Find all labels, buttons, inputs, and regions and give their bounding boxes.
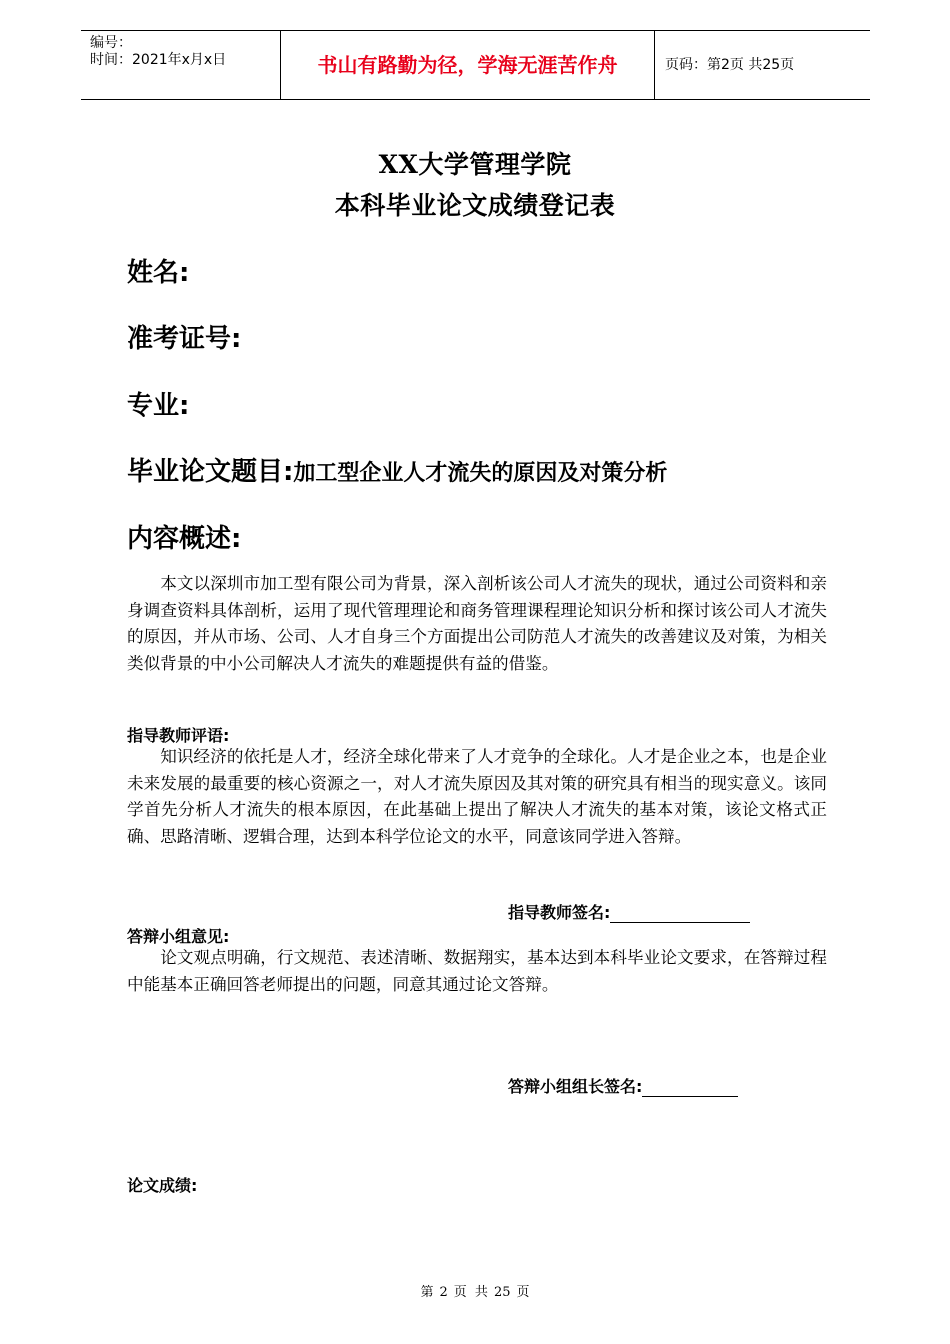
advisor-signature-blank (610, 905, 750, 923)
advisor-comment-label: 指导教师评语: (127, 726, 230, 745)
document-date: 时间：2021年x月x日 (90, 52, 227, 68)
exam-id-field-label: 准考证号: (127, 324, 242, 354)
header-table (81, 30, 870, 100)
summary-paragraph: 本文以深圳市加工型有限公司为背景，深入剖析该公司人才流失的现状，通过公司资料和亲身调查资料具体剖析，运用了现代管理理论和商务管理课程理论知识分析和探讨该公司人才流失的原因，并从市场、公司、人才自身三个方面提出公司防范人才流失的改善建议及对策，为相关类似背景的中小公司解决人才流失的难题提供有益的借鉴。 (127, 574, 827, 673)
footer-page-total: 25 (493, 1285, 511, 1300)
defense-opinion-label: 答辩小组意见: (127, 927, 230, 946)
name-field-label: 姓名: (127, 258, 190, 288)
thesis-title: 加工型企业人才流失的原因及对策分析 (293, 460, 668, 486)
advisor-signature (508, 900, 750, 923)
summary-field-label: 内容概述: (127, 524, 242, 554)
leader-signature (508, 1074, 738, 1097)
leader-signature-label: 答辩小组组长签名: (508, 1077, 643, 1096)
grade-label: 论文成绩: (127, 1176, 198, 1195)
page-footer (0, 1281, 950, 1300)
footer-page-middle: 页 共 (453, 1285, 488, 1300)
header-meta-cell (81, 31, 281, 99)
defense-opinion-paragraph: 论文观点明确，行文规范、表述清晰、数据翔实，基本达到本科毕业论文要求，在答辩过程中能基本正确回答老师提出的问题，同意其通过论文答辩。 (127, 948, 827, 994)
document-title-line2: 本科毕业论文成绩登记表 (334, 191, 616, 220)
footer-page-suffix: 页 (516, 1285, 530, 1300)
major-field-label: 专业: (127, 391, 190, 421)
footer-page-current: 2 (439, 1285, 448, 1300)
thesis-field (127, 451, 667, 488)
thesis-field-label: 毕业论文题目: (127, 457, 294, 487)
footer-page-prefix: 第 (420, 1285, 434, 1300)
document-title-line1: XX大学管理学院 (378, 150, 572, 179)
header-page-info: 页码：第2页 共25页 (665, 57, 795, 73)
leader-signature-blank (642, 1079, 738, 1097)
document-number-label: 编号： (90, 35, 132, 51)
advisor-signature-label: 指导教师签名: (508, 903, 611, 922)
advisor-comment-paragraph: 知识经济的依托是人才，经济全球化带来了人才竞争的全球化。人才是企业之本，也是企业未来发展的最重要的核心资源之一，对人才流失原因及其对策的研究具有相当的现实意义。该同学首先分析人才流失的根本原因，在此基础上提出了解决人才流失的基本对策，该论文格式正确、思路清晰、逻辑合理，达到本科学位论文的水平，同意该同学进入答辩。 (127, 747, 827, 846)
header-motto: 书山有路勤为径，学海无涯苦作舟 (281, 31, 655, 99)
